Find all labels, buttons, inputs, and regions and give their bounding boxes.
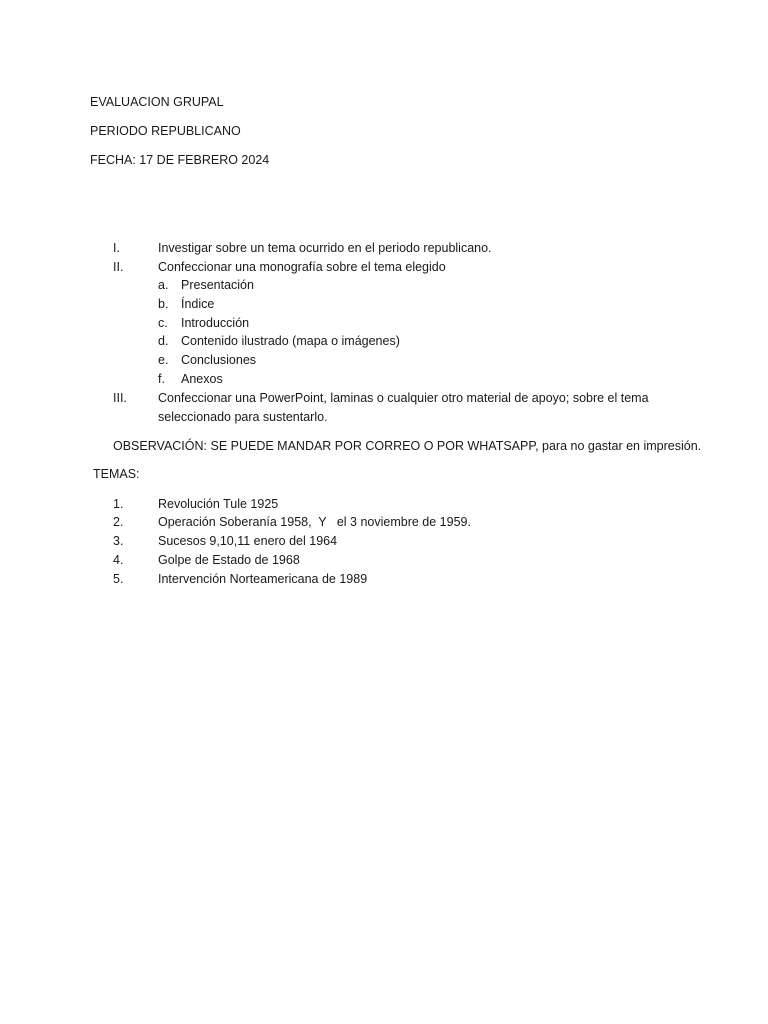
subitem-text: Anexos xyxy=(181,372,223,386)
instruction-text-continuation: seleccionado para sustentarlo. xyxy=(158,410,328,424)
instruction-marker: I. xyxy=(113,241,120,255)
subitem-text: Conclusiones xyxy=(181,353,257,367)
subitem-marker: a. xyxy=(158,278,169,292)
topics-heading: TEMAS: xyxy=(93,467,140,481)
observation-note: OBSERVACIÓN: SE PUEDE MANDAR POR CORREO O POR WHATSAPP, para no gastar en impresión. xyxy=(113,439,702,453)
topic-text: Intervención Norteamericana de 1989 xyxy=(158,572,368,586)
subitem-marker: c. xyxy=(158,316,168,330)
document-title: EVALUACION GRUPAL xyxy=(90,95,224,109)
topic-text: Operación Soberanía 1958, Y el 3 noviembre de 1959. xyxy=(158,515,471,529)
subitem-text: Introducción xyxy=(181,316,250,330)
topic-marker: 3. xyxy=(113,534,124,548)
subitem-marker: d. xyxy=(158,334,169,348)
document-subject: PERIODO REPUBLICANO xyxy=(90,124,241,138)
topic-marker: 2. xyxy=(113,515,124,529)
topic-marker: 1. xyxy=(113,497,124,511)
topic-text: Revolución Tule 1925 xyxy=(158,497,279,511)
instruction-marker: III. xyxy=(113,391,127,405)
subitem-marker: e. xyxy=(158,353,169,367)
topic-text: Golpe de Estado de 1968 xyxy=(158,553,300,567)
instruction-text: Confeccionar una monografía sobre el tema elegido xyxy=(158,260,446,274)
instruction-text: Confeccionar una PowerPoint, laminas o cualquier otro material de apoyo; sobre el tema xyxy=(158,391,649,405)
instruction-marker: II. xyxy=(113,260,124,274)
topic-text: Sucesos 9,10,11 enero del 1964 xyxy=(158,534,338,548)
instruction-text: Investigar sobre un tema ocurrido en el periodo republicano. xyxy=(158,241,492,255)
subitem-text: Contenido ilustrado (mapa o imágenes) xyxy=(181,334,400,348)
document-date: FECHA: 17 DE FEBRERO 2024 xyxy=(90,153,270,167)
subitem-marker: b. xyxy=(158,297,169,311)
subitem-text: Índice xyxy=(181,297,215,311)
topic-marker: 5. xyxy=(113,572,124,586)
topic-marker: 4. xyxy=(113,553,124,567)
subitem-marker: f. xyxy=(158,372,165,386)
subitem-text: Presentación xyxy=(181,278,254,292)
